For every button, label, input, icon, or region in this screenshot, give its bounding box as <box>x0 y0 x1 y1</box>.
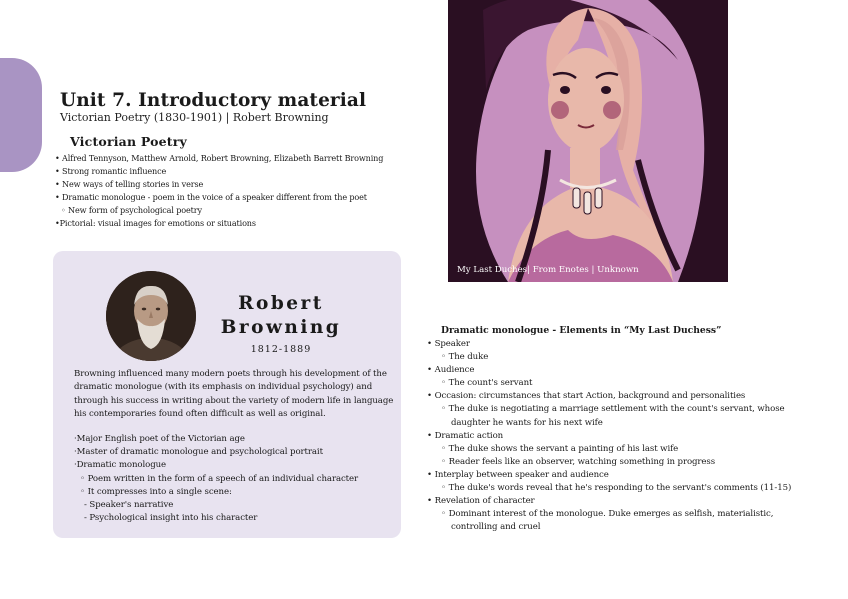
list-item: ◦ The duke's words reveal that he's responding to the servant's comments (11-15) <box>441 483 792 494</box>
list-item: • Interplay between speaker and audience <box>427 469 609 480</box>
elements-list <box>427 338 807 534</box>
author-first-name: Robert <box>238 293 324 314</box>
list-item: • Audience <box>427 365 475 376</box>
list-item: ◦ The duke shows the servant a painting of his last wife <box>441 443 679 454</box>
browning-bio: Browning influenced many modern poets through his development of the dramatic monologue (with its emphasis on individual psychology) and through his success in writing about the variety of modern life in language his contemporaries found often difficult as well as original. <box>74 369 394 419</box>
page-title: Unit 7. Introductory material <box>60 90 367 111</box>
author-last-name: Browning <box>220 317 342 338</box>
list-item: - Psychological insight into his character <box>84 513 258 524</box>
elements-heading: Dramatic monologue - Elements in “My Last Duchess” <box>441 325 722 336</box>
browning-name-block <box>210 292 352 355</box>
page-subtitle: Victorian Poetry (1830-1901) | Robert Browning <box>60 111 329 124</box>
section-tab <box>0 58 42 172</box>
list-item: ◦ The count's servant <box>441 378 533 389</box>
list-item: ·Master of dramatic monologue and psychological portrait <box>74 447 323 458</box>
list-item: ◦ Poem written in the form of a speech of an individual character <box>80 473 359 484</box>
victorian-heading: Victorian Poetry <box>70 134 187 149</box>
list-item: - Speaker's narrative <box>84 500 174 511</box>
list-item: ◦ It compresses into a single scene: <box>80 486 232 497</box>
browning-facts <box>74 433 358 525</box>
list-item: • Revelation of character <box>427 496 535 507</box>
list-item: • Speaker <box>427 339 470 349</box>
list-item: ◦ New form of psychological poetry <box>61 205 202 216</box>
list-item: ◦ Reader feels like an observer, watching something in progress <box>441 456 716 467</box>
list-item: • Occasion: circumstances that start Action, background and personalities <box>427 391 746 402</box>
duchess-painting <box>448 0 728 282</box>
list-item: ·Major English poet of the Victorian age <box>74 434 245 444</box>
list-item: • New ways of telling stories in verse <box>55 179 204 190</box>
list-item: • Strong romantic influence <box>55 166 167 177</box>
list-item: ◦ Dominant interest of the monologue. Duke emerges as selfish, materialistic, controlling and cruel <box>441 509 774 533</box>
author-years: 1812-1889 <box>250 344 312 355</box>
painting-caption: My Last Duches| From Enotes | Unknown <box>457 265 639 275</box>
list-item: ◦ The duke is negotiating a marriage settlement with the count's servant, whose daughter he wants for his next wife <box>441 404 785 428</box>
list-item: ·Dramatic monologue <box>74 460 167 471</box>
list-item: • Dramatic monologue - poem in the voice of a speaker different from the poet <box>55 192 367 203</box>
list-item: •Pictorial: visual images for emotions or situations <box>55 218 256 229</box>
list-item: • Alfred Tennyson, Matthew Arnold, Robert Browning, Elizabeth Barrett Browning <box>55 153 384 163</box>
list-item: ◦ The duke <box>441 352 489 363</box>
victorian-list <box>55 152 383 231</box>
list-item: • Dramatic action <box>427 430 504 441</box>
browning-portrait <box>106 271 196 361</box>
